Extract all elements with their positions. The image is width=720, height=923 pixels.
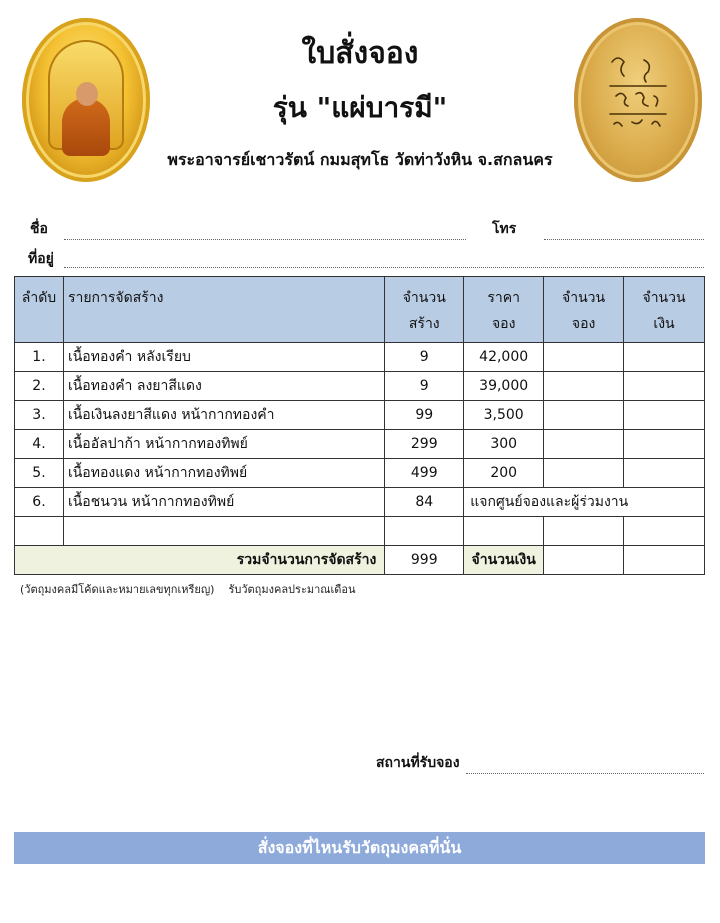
- total-amount-cell[interactable]: [624, 546, 705, 575]
- phone-label: โทร: [492, 221, 517, 237]
- row-price: 39,000: [464, 372, 544, 401]
- table-row: [15, 459, 705, 488]
- row-amount-cell[interactable]: [624, 430, 705, 459]
- header-price: ราคา จอง: [464, 277, 544, 343]
- row-amount-cell[interactable]: [624, 343, 705, 372]
- row-qty-order-cell[interactable]: [544, 372, 624, 401]
- row-qty-order-cell[interactable]: [544, 343, 624, 372]
- table-header-row: [15, 277, 705, 343]
- header-qty-built: จำนวน สร้าง: [385, 277, 464, 343]
- series-title: รุ่น "แผ่บารมี": [272, 91, 448, 124]
- header-no: ลำดับ: [15, 277, 64, 343]
- total-qty-cell[interactable]: [544, 546, 624, 575]
- row-built: 9: [385, 343, 464, 372]
- pickup-place-label: สถานที่รับจอง: [376, 755, 460, 771]
- empty-cell: [624, 517, 705, 546]
- row-amount-cell[interactable]: [624, 401, 705, 430]
- row-item: เนื้อเงินลงยาสีแดง หน้ากากทองคำ: [63, 401, 384, 430]
- row-built: 299: [385, 430, 464, 459]
- phone-field[interactable]: [544, 238, 704, 240]
- table-row: [15, 372, 705, 401]
- empty-cell: [464, 517, 544, 546]
- row-qty-order-cell[interactable]: [544, 459, 624, 488]
- row-price: 200: [464, 459, 544, 488]
- total-row: [15, 546, 705, 575]
- table-row: [15, 430, 705, 459]
- row-built: 499: [385, 459, 464, 488]
- row-no: 5.: [15, 459, 64, 488]
- total-value: 999: [385, 546, 464, 575]
- name-label: ชื่อ: [30, 221, 48, 237]
- row-built: 84: [385, 488, 464, 517]
- row-item: เนื้อทองคำ หลังเรียบ: [63, 343, 384, 372]
- row-amount-cell[interactable]: [624, 459, 705, 488]
- address-label: ที่อยู่: [28, 251, 54, 267]
- page-title: ใบสั่งจอง: [301, 36, 419, 71]
- table-row: [15, 488, 705, 517]
- row-price-note: แจกศูนย์จองและผู้ร่วมงาน: [464, 488, 705, 517]
- table-row: [15, 401, 705, 430]
- empty-cell: [63, 517, 384, 546]
- row-no: 4.: [15, 430, 64, 459]
- row-qty-order-cell[interactable]: [544, 430, 624, 459]
- temple-subtitle: พระอาจารย์เชาวรัตน์ กมมสุทโธ วัดท่าวังหิน จ.สกลนคร: [167, 150, 553, 169]
- row-no: 2.: [15, 372, 64, 401]
- header-amount: จำนวน เงิน: [624, 277, 705, 343]
- row-item: เนื้อทองแดง หน้ากากทองทิพย์: [63, 459, 384, 488]
- pickup-place-field[interactable]: [466, 772, 704, 774]
- total-label: รวมจำนวนการจัดสร้าง: [15, 546, 385, 575]
- name-field[interactable]: [64, 238, 466, 240]
- row-no: 1.: [15, 343, 64, 372]
- row-item: เนื้อชนวน หน้ากากทองทิพย์: [63, 488, 384, 517]
- empty-cell: [544, 517, 624, 546]
- footnote: (วัตถุมงคลมีโค้ดและหมายเลขทุกเหรียญ) รับวัตถุมงคลประมาณเดือน: [20, 583, 356, 596]
- header-qty-order: จำนวน จอง: [544, 277, 624, 343]
- row-price: 300: [464, 430, 544, 459]
- amount-label: จำนวนเงิน: [464, 546, 544, 575]
- footer-banner: สั่งจองที่ไหนรับวัตถุมงคลที่นั่น: [14, 832, 705, 864]
- row-price: 42,000: [464, 343, 544, 372]
- table-row: [15, 343, 705, 372]
- row-item: เนื้อทองคำ ลงยาสีแดง: [63, 372, 384, 401]
- row-built: 99: [385, 401, 464, 430]
- order-table: [14, 276, 705, 575]
- row-amount-cell[interactable]: [624, 372, 705, 401]
- address-field[interactable]: [64, 266, 704, 268]
- header-item: รายการจัดสร้าง: [63, 277, 384, 343]
- empty-cell: [385, 517, 464, 546]
- row-built: 9: [385, 372, 464, 401]
- row-no: 6.: [15, 488, 64, 517]
- empty-cell: [15, 517, 64, 546]
- row-qty-order-cell[interactable]: [544, 401, 624, 430]
- table-row-empty: [15, 517, 705, 546]
- row-price: 3,500: [464, 401, 544, 430]
- row-item: เนื้ออัลปาก้า หน้ากากทองทิพย์: [63, 430, 384, 459]
- row-no: 3.: [15, 401, 64, 430]
